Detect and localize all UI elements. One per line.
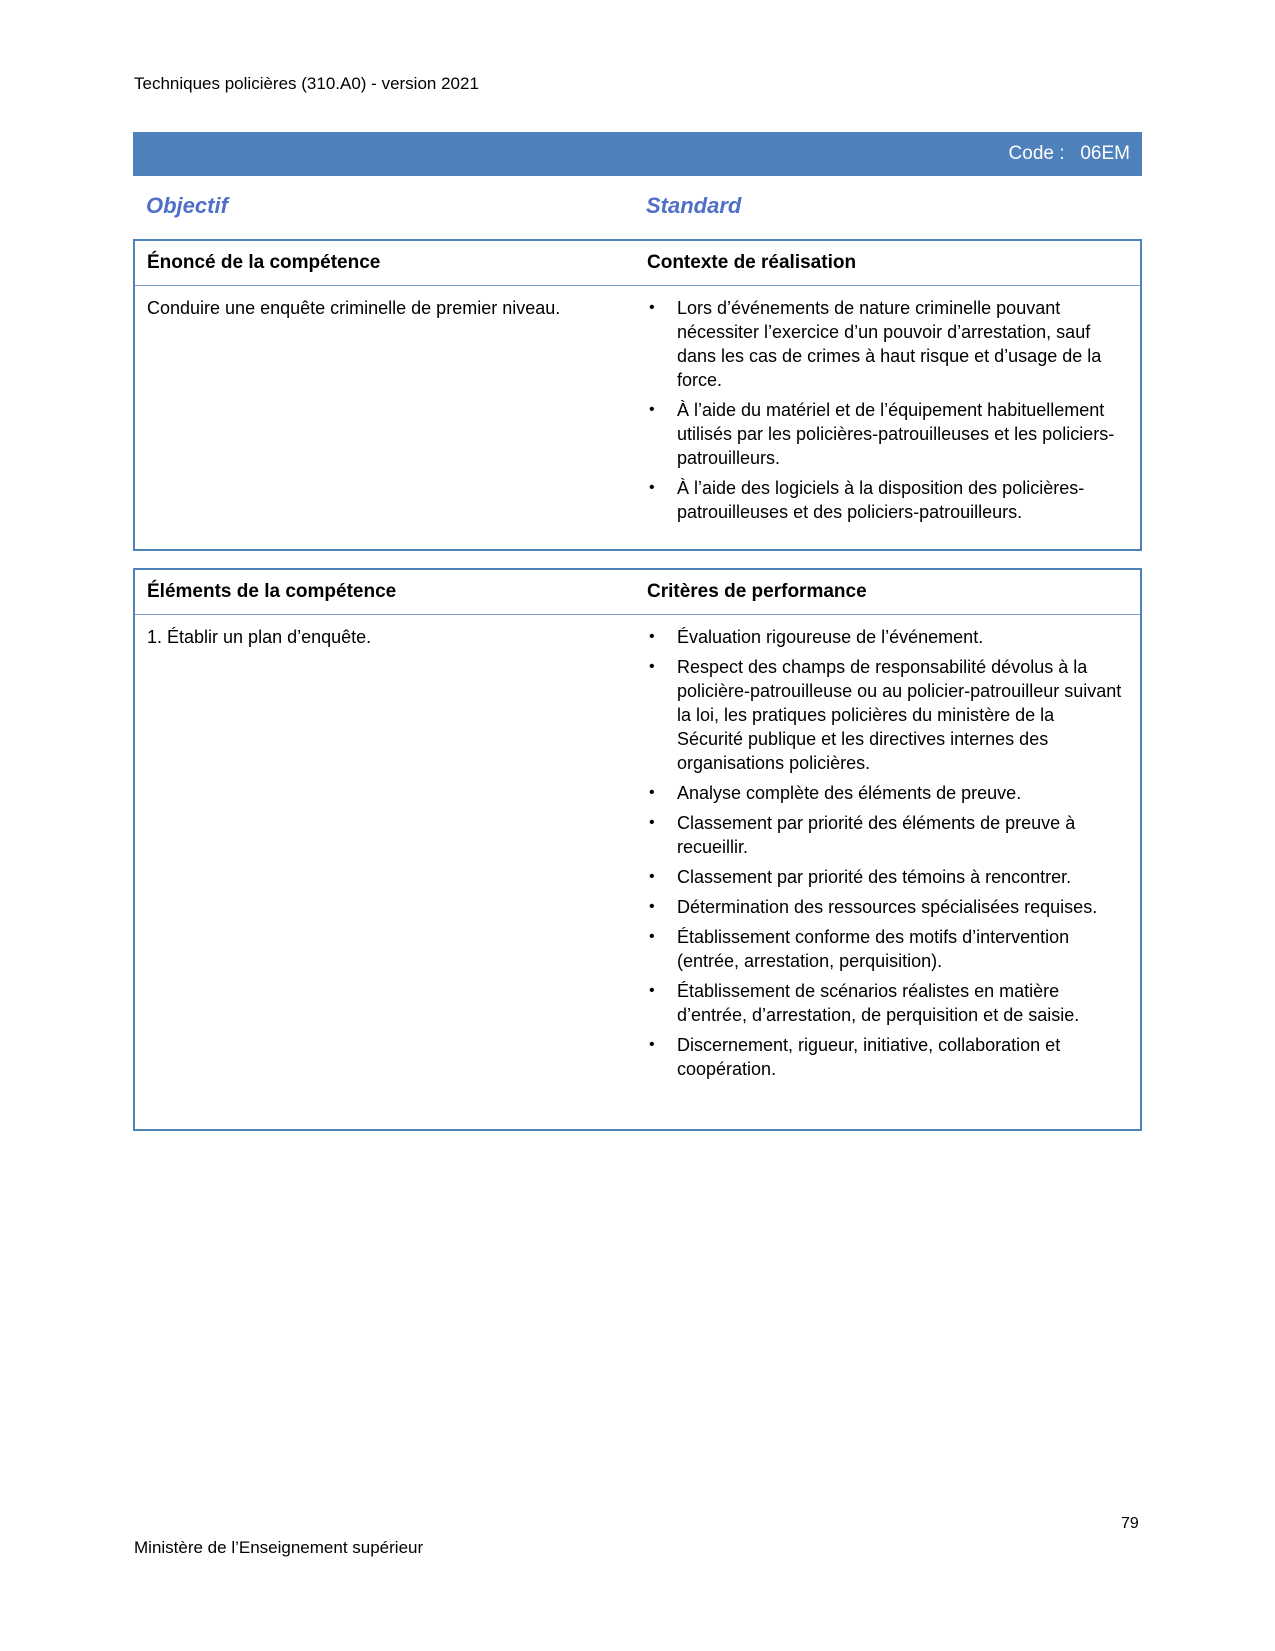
bullet-icon: •: [649, 784, 655, 801]
list-item: • Classement par priorité des éléments de preuve à recueillir.: [649, 813, 1076, 857]
list-item: • À l’aide des logiciels à la disposition des policières-patrouilleuses et des policiers-patrouilleurs.: [649, 478, 1085, 522]
bullet-icon: •: [649, 868, 655, 885]
competence-statement: Conduire une enquête criminelle de premier niveau.: [147, 298, 561, 318]
enonce-heading: Énoncé de la compétence: [147, 252, 381, 273]
elements-block: [133, 568, 1142, 1131]
contexte-heading: Contexte de réalisation: [647, 252, 857, 273]
code-value: 06EM: [1080, 143, 1130, 164]
criteres-heading: Critères de performance: [647, 581, 867, 602]
page-number: 79: [1121, 1515, 1139, 1532]
code-banner: [133, 132, 1142, 176]
criteres-list: [647, 625, 1125, 1087]
standard-heading: Standard: [646, 193, 742, 218]
bullet-icon: •: [649, 1036, 655, 1053]
running-title: Techniques policières (310.A0) - version 2021: [134, 74, 479, 93]
enonce-block-header: [135, 241, 1140, 286]
contexte-list: [647, 296, 1125, 530]
element-1: 1. Établir un plan d’enquête.: [147, 627, 372, 647]
footer-ministry: Ministère de l’Enseignement supérieur: [134, 1538, 424, 1557]
list-item: • Détermination des ressources spécialisées requises.: [649, 897, 1098, 917]
enonce-block: [133, 239, 1142, 551]
section-headings: [0, 193, 1275, 223]
list-item: • Évaluation rigoureuse de l’événement.: [649, 627, 984, 647]
bullet-icon: •: [649, 479, 655, 496]
bullet-icon: •: [649, 299, 655, 316]
list-item: • Établissement conforme des motifs d’intervention (entrée, arrestation, perquisition).: [649, 927, 1070, 971]
bullet-icon: •: [649, 982, 655, 999]
bullet-icon: •: [649, 401, 655, 418]
bullet-icon: •: [649, 658, 655, 675]
bullet-icon: •: [649, 928, 655, 945]
list-item: • Discernement, rigueur, initiative, collaboration et coopération.: [649, 1035, 1061, 1079]
list-item: • Établissement de scénarios réalistes en matière d’entrée, d’arrestation, de perquisition et de saisie.: [649, 981, 1080, 1025]
list-item: • À l’aide du matériel et de l’équipement habituellement utilisés par les policières-patrouilleuses et les policiers-patrouilleurs.: [649, 400, 1115, 468]
list-item: • Respect des champs de responsabilité dévolus à la policière-patrouilleuse ou au policier-patrouilleur suivant la loi, les pratiques policières du ministère de la Sécurité publique et les directives internes des organisations policières.: [649, 657, 1122, 773]
bullet-icon: •: [649, 814, 655, 831]
bullet-icon: •: [649, 628, 655, 645]
elements-heading: Éléments de la compétence: [147, 581, 397, 602]
list-item: • Classement par priorité des témoins à rencontrer.: [649, 867, 1072, 887]
list-item: • Lors d’événements de nature criminelle pouvant nécessiter l’exercice d’un pouvoir d’arrestation, sauf dans les cas de crimes à haut risque et d’usage de la force.: [649, 298, 1102, 390]
code-label: Code :: [1008, 143, 1065, 164]
elements-block-header: [135, 570, 1140, 615]
objectif-heading: Objectif: [146, 193, 228, 218]
list-item: • Analyse complète des éléments de preuve.: [649, 783, 1022, 803]
bullet-icon: •: [649, 898, 655, 915]
